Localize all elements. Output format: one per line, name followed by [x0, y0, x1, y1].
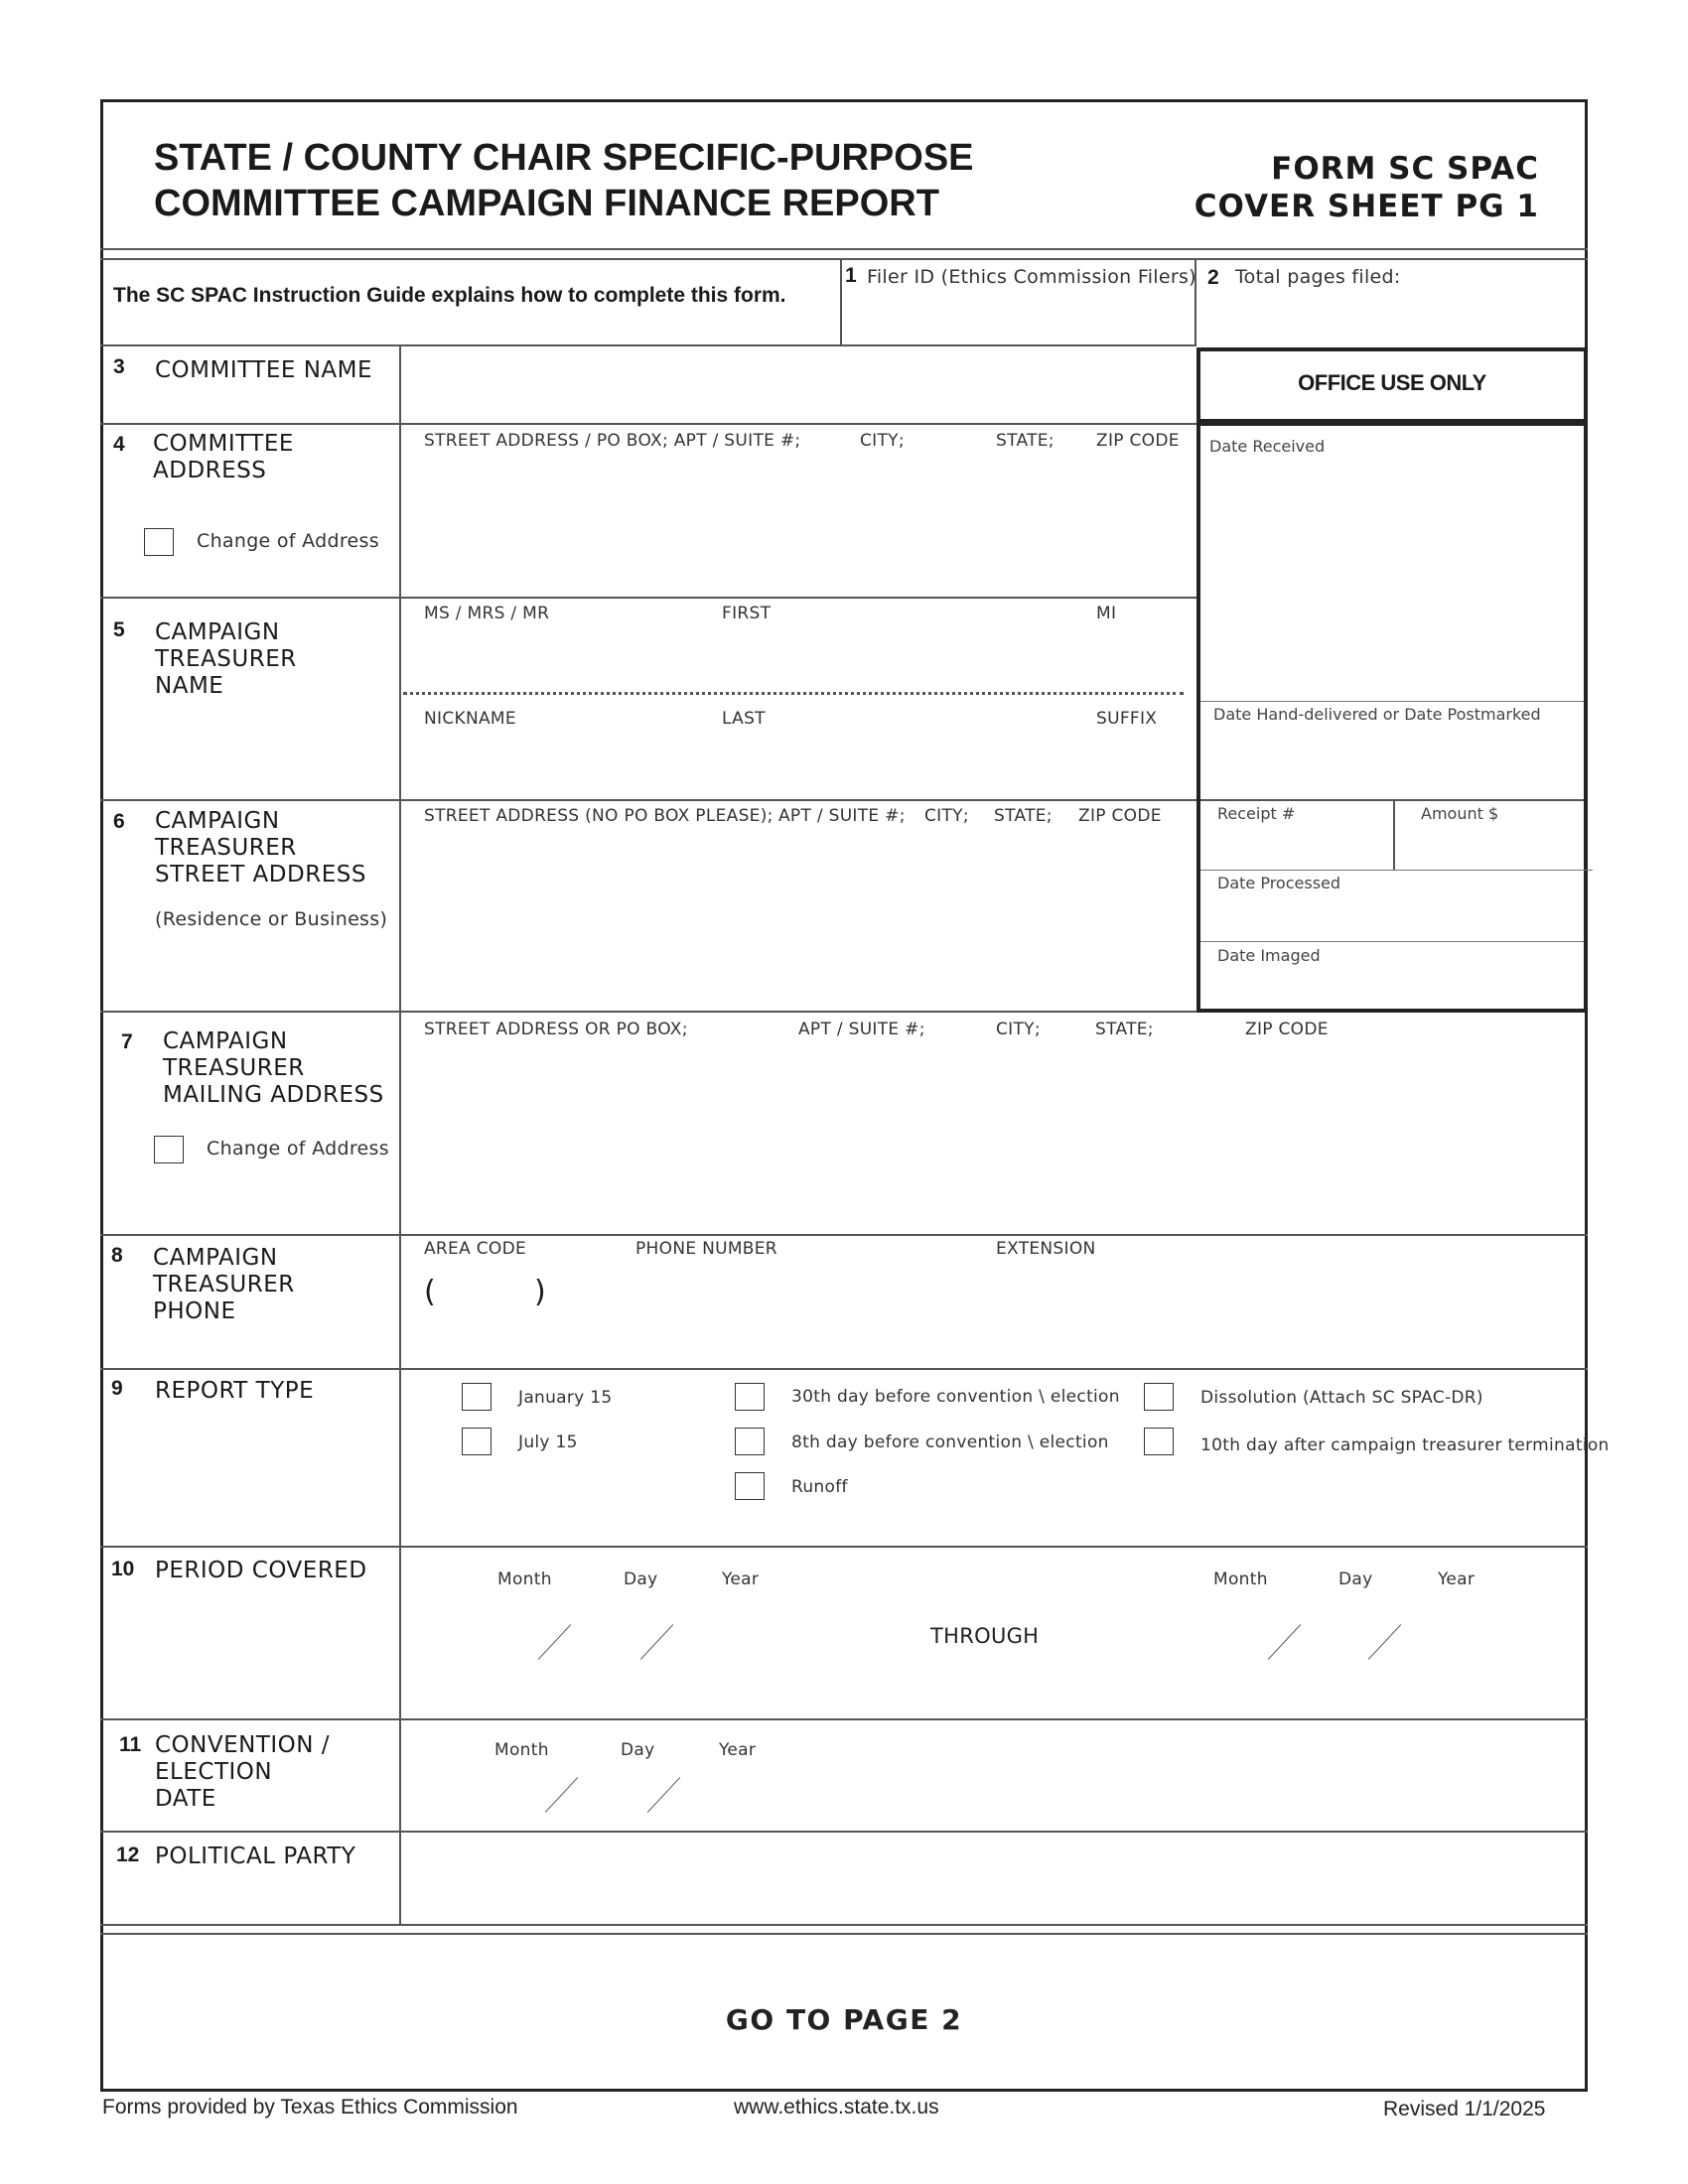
divider — [1200, 799, 1584, 801]
area-code-input[interactable] — [447, 1271, 530, 1314]
col-prefix: MS / MRS / MR — [424, 604, 550, 623]
divider — [100, 248, 1588, 250]
change-of-address-label: Change of Address — [207, 1138, 389, 1160]
col-mi: MI — [1096, 604, 1117, 623]
convention-date-label-line3: DATE — [155, 1786, 216, 1812]
committee-address-input[interactable] — [417, 457, 1192, 592]
receipt-label: Receipt # — [1217, 804, 1296, 823]
col-area-code: AREA CODE — [424, 1239, 526, 1259]
treasurer-street-label-line3: STREET ADDRESS — [155, 862, 366, 887]
treasurer-street-input[interactable] — [417, 834, 1192, 1003]
divider — [840, 258, 842, 344]
divider — [100, 1011, 1196, 1013]
instruction-text: The SC SPAC Instruction Guide explains how to complete this form. — [113, 284, 786, 307]
treasurer-phone-label-line3: PHONE — [153, 1298, 236, 1324]
field-number-8: 8 — [111, 1244, 123, 1267]
convention-date-label-line2: ELECTION — [155, 1759, 273, 1785]
treasurer-phone-label-line1: CAMPAIGN — [153, 1245, 278, 1271]
divider — [100, 1718, 1588, 1720]
treasurer-street-label-line1: CAMPAIGN — [155, 808, 280, 834]
change-of-address-label: Change of Address — [197, 530, 379, 552]
phone-number-input[interactable] — [596, 1271, 953, 1314]
committee-address-label-line2: ADDRESS — [153, 458, 267, 483]
report-type-january-checkbox[interactable] — [462, 1383, 492, 1411]
change-of-mailing-address-checkbox[interactable] — [154, 1136, 184, 1163]
divider — [100, 1933, 1588, 1935]
report-type-january-label: January 15 — [518, 1388, 613, 1408]
col-street-po-box: STREET ADDRESS / PO BOX; APT / SUITE #; — [424, 431, 801, 451]
form-title-line1: STATE / COUNTY CHAIR SPECIFIC-PURPOSE — [154, 137, 974, 179]
area-code-open-paren: ( — [424, 1275, 436, 1309]
divider — [100, 1234, 1588, 1236]
form-title-line2: COMMITTEE CAMPAIGN FINANCE REPORT — [154, 183, 939, 224]
divider — [100, 1924, 1588, 1926]
treasurer-last-name-input[interactable] — [417, 733, 1192, 792]
area-code-close-paren: ) — [534, 1275, 546, 1309]
date-imaged-label: Date Imaged — [1217, 946, 1321, 965]
divider — [1200, 870, 1593, 871]
col-apt: APT / SUITE #; — [778, 806, 906, 826]
col-state: STATE; — [1095, 1020, 1154, 1039]
period-covered-label: PERIOD COVERED — [155, 1558, 367, 1583]
treasurer-name-label-line3: NAME — [155, 673, 224, 699]
committee-address-label-line1: COMMITTEE — [153, 431, 294, 457]
date-processed-label: Date Processed — [1217, 874, 1341, 892]
col-state: STATE; — [996, 431, 1055, 451]
divider — [100, 1546, 1588, 1548]
col-zip: ZIP CODE — [1245, 1020, 1329, 1039]
convention-date-label-line1: CONVENTION / — [155, 1732, 331, 1758]
filer-id-input[interactable] — [864, 290, 1182, 340]
field-number-12: 12 — [116, 1843, 140, 1866]
treasurer-phone-label-line2: TREASURER — [153, 1272, 295, 1297]
period-start-date-input[interactable] — [487, 1608, 824, 1664]
field-number-2: 2 — [1207, 266, 1219, 289]
report-type-dissolution-checkbox[interactable] — [1144, 1383, 1174, 1411]
start-year-label: Year — [722, 1570, 760, 1589]
end-day-label: Day — [1338, 1570, 1373, 1589]
political-party-input[interactable] — [403, 1837, 1585, 1922]
footer-revised: Revised 1/1/2025 — [1383, 2098, 1546, 2120]
divider — [100, 423, 1196, 425]
start-day-label: Day — [624, 1570, 658, 1589]
col-zip: ZIP CODE — [1078, 806, 1162, 826]
office-use-title: OFFICE USE ONLY — [1298, 370, 1486, 395]
report-type-label: REPORT TYPE — [155, 1378, 315, 1404]
col-apt: APT / SUITE #; — [798, 1020, 925, 1039]
col-last: LAST — [722, 709, 766, 729]
through-label: THROUGH — [930, 1624, 1040, 1648]
col-street-no-po: STREET ADDRESS (NO PO BOX PLEASE); — [424, 806, 774, 826]
dotted-divider — [403, 692, 1184, 695]
report-type-10th-day-label: 10th day after campaign treasurer termination — [1200, 1435, 1610, 1455]
convention-month-label: Month — [494, 1740, 549, 1760]
convention-day-label: Day — [621, 1740, 655, 1760]
treasurer-mailing-input[interactable] — [417, 1047, 1579, 1226]
total-pages-label: Total pages filed: — [1235, 266, 1401, 288]
divider — [100, 1831, 1588, 1833]
report-type-runoff-label: Runoff — [791, 1477, 848, 1497]
label-column-divider — [399, 344, 401, 1926]
field-number-4: 4 — [113, 433, 125, 456]
divider — [1393, 799, 1395, 870]
col-city: CITY; — [924, 806, 969, 826]
treasurer-mailing-label-line2: TREASURER — [163, 1055, 305, 1081]
end-month-label: Month — [1213, 1570, 1268, 1589]
report-type-10th-day-checkbox[interactable] — [1144, 1428, 1174, 1455]
period-end-date-input[interactable] — [1201, 1608, 1539, 1664]
divider — [100, 1368, 1588, 1370]
divider — [1200, 941, 1584, 942]
divider — [100, 258, 1588, 260]
treasurer-first-name-input[interactable] — [417, 627, 1192, 687]
col-zip: ZIP CODE — [1096, 431, 1180, 451]
field-number-5: 5 — [113, 618, 125, 641]
field-number-6: 6 — [113, 810, 125, 833]
field-number-7: 7 — [121, 1030, 133, 1053]
treasurer-mailing-label-line3: MAILING ADDRESS — [163, 1082, 384, 1108]
change-of-address-checkbox[interactable] — [144, 528, 174, 556]
residence-business-note: (Residence or Business) — [155, 908, 388, 930]
footer-website[interactable]: www.ethics.state.tx.us — [734, 2096, 939, 2118]
filer-id-label: Filer ID (Ethics Commission Filers) — [867, 266, 1196, 288]
col-city: CITY; — [860, 431, 905, 451]
divider — [100, 344, 1196, 346]
form-id-line2: COVER SHEET PG 1 — [1194, 189, 1539, 224]
total-pages-input[interactable] — [1410, 264, 1579, 334]
divider — [1195, 258, 1196, 344]
col-extension: EXTENSION — [996, 1239, 1096, 1259]
convention-year-label: Year — [719, 1740, 757, 1760]
report-type-july-checkbox[interactable] — [462, 1428, 492, 1455]
footer-provider: Forms provided by Texas Ethics Commission — [102, 2096, 518, 2118]
end-year-label: Year — [1438, 1570, 1476, 1589]
political-party-label: POLITICAL PARTY — [155, 1843, 356, 1869]
field-number-9: 9 — [111, 1377, 123, 1400]
col-nickname: NICKNAME — [424, 709, 516, 729]
divider — [1200, 701, 1584, 702]
col-city: CITY; — [996, 1020, 1041, 1039]
col-first: FIRST — [722, 604, 772, 623]
report-type-runoff-checkbox[interactable] — [735, 1472, 765, 1500]
divider — [100, 799, 1196, 801]
date-received-label: Date Received — [1209, 437, 1326, 456]
treasurer-name-label-line1: CAMPAIGN — [155, 619, 280, 645]
convention-date-input[interactable] — [487, 1765, 824, 1819]
committee-name-label: COMMITTEE NAME — [155, 357, 373, 383]
field-number-10: 10 — [111, 1558, 135, 1580]
col-suffix: SUFFIX — [1096, 709, 1158, 729]
divider — [100, 597, 1196, 599]
col-phone-number: PHONE NUMBER — [635, 1239, 777, 1259]
field-number-1: 1 — [845, 264, 857, 287]
report-type-july-label: July 15 — [518, 1433, 578, 1452]
report-type-30th-day-label: 30th day before convention \ election — [791, 1387, 1120, 1407]
col-state: STATE; — [994, 806, 1053, 826]
treasurer-name-label-line2: TREASURER — [155, 646, 297, 672]
treasurer-street-label-line2: TREASURER — [155, 835, 297, 861]
start-month-label: Month — [497, 1570, 552, 1589]
amount-label: Amount $ — [1421, 804, 1499, 823]
form-id-line1: FORM SC SPAC — [1271, 151, 1539, 187]
go-to-page-2: GO TO PAGE 2 — [725, 2003, 963, 2036]
report-type-dissolution-label: Dissolution (Attach SC SPAC-DR) — [1200, 1388, 1483, 1408]
extension-input[interactable] — [993, 1271, 1291, 1314]
field-number-11: 11 — [119, 1733, 142, 1756]
report-type-30th-day-checkbox[interactable] — [735, 1383, 765, 1411]
field-number-3: 3 — [113, 355, 125, 378]
date-hand-delivered-label: Date Hand-delivered or Date Postmarked — [1213, 705, 1541, 724]
treasurer-mailing-label-line1: CAMPAIGN — [163, 1028, 288, 1054]
report-type-8th-day-checkbox[interactable] — [735, 1428, 765, 1455]
report-type-8th-day-label: 8th day before convention \ election — [791, 1433, 1109, 1452]
col-street-or-po: STREET ADDRESS OR PO BOX; — [424, 1020, 688, 1039]
committee-name-input[interactable] — [403, 349, 1193, 421]
